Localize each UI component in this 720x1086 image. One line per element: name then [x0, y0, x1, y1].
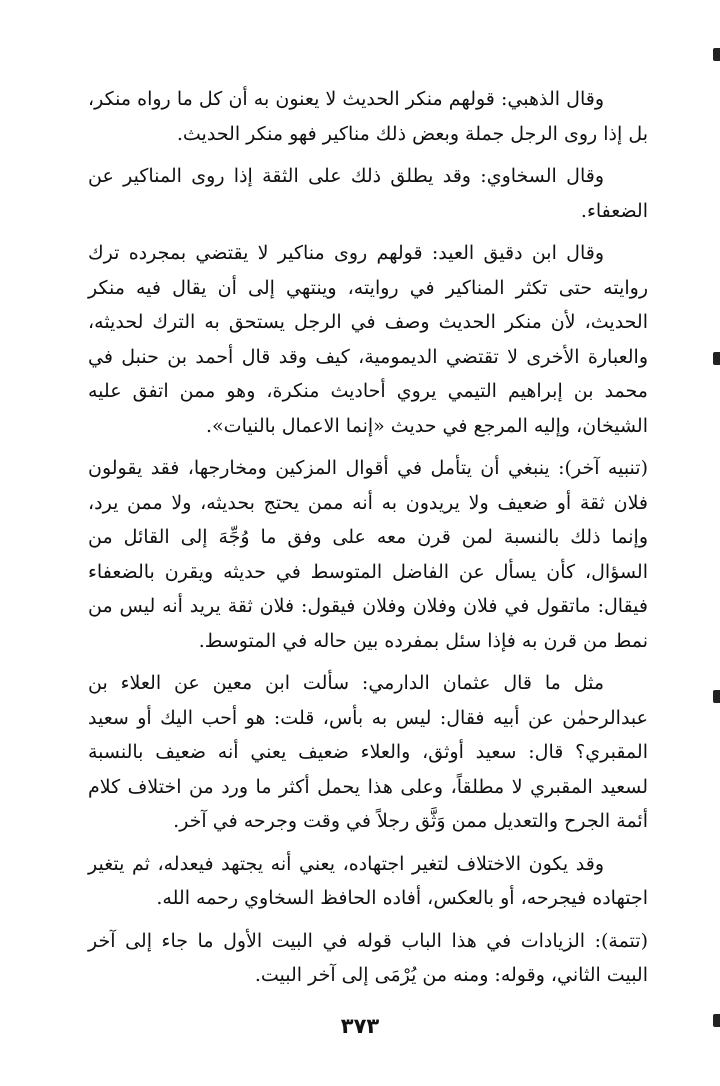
page-edge-mark: [713, 352, 720, 365]
page-number: ٣٧٣: [340, 1014, 380, 1038]
paragraph-sakhawi: وقال السخاوي: وقد يطلق ذلك على الثقة إذا روى المناكير عن الضعفاء.: [88, 165, 648, 222]
paragraph-supplement: (تتمة): الزيادات في هذا الباب قوله في البيت الأول ما جاء إلى آخر البيت الثاني، وقوله: ومنه من يُرْمَى إلى آخر البيت.: [88, 929, 648, 986]
paragraph-dhahabi: وقال الذهبي: قولهم منكر الحديث لا يعنون به أن كل ما رواه منكر، بل إذا روى الرجل جملة وبعض ذلك مناكير فهو منكر الحديث.: [88, 88, 648, 145]
paragraph-uthman-al-darimi: مثل ما قال عثمان الدارمي: سألت ابن معين عن العلاء بن عبدالرحمٰن عن أبيه فقال: ليس به بأس، قلت: هو أحب اليك أو سعيد المقبري؟ قال: سعيد أوثق، والعلاء ضعيف يعني أنه ضعيف بالنسبة لسعيد المقبري لا مطلقاً، وعلى هذا يحمل أكثر ما ورد من اختلاف كلام أئمة الجرح والتعديل ممن وَثَّق رجلاً في وقت وجرحه في آخر.: [88, 672, 648, 832]
page-body: [88, 82, 648, 1001]
page-edge-mark: [713, 690, 720, 703]
page-edge-mark: [713, 48, 720, 61]
page-edge-mark: [713, 1014, 720, 1027]
paragraph-another-note: (تنبيه آخر): ينبغي أن يتأمل في أقوال المزكين ومخارجها، فقد يقولون فلان ثقة أو ضعيف ولا يريدون به أنه ممن يحتج بحديثه، ولا ممن يرد، وإنما ذلك بالنسبة لمن قرن معه على وفق ما وُجِّهَ إلى القائل من السؤال، كأن يسأل عن الفاضل المتوسط في حديثه ويقرن بالضعفاء فيقال: ماتقول في فلان وفلان وفلان فيقول: فلان ثقة يريد أنه ليس من نمط من قرن به فإذا سئل بمفرده بين حاله في المتوسط.: [88, 457, 648, 652]
paragraph-ibn-daqiq-al-eid: وقال ابن دقيق العيد: قولهم روى مناكير لا يقتضي بمجرده ترك روايته حتى تكثر المناكير في روايته، وينتهي إلى أن يقال فيه منكر الحديث، لأن منكر الحديث وصف في الرجل يستحق به الترك لحديثه، والعبارة الأخرى لا تقتضي الديمومية، كيف وقد قال أحمد بن حنبل في محمد بن إبراهيم التيمي يروي أحاديث منكرة، وهو ممن اتفق عليه الشيخان، وإليه المرجع في حديث «إنما الاعمال بالنيات».: [88, 242, 648, 437]
paragraph-ijtihad-change: وقد يكون الاختلاف لتغير اجتهاده، يعني أنه يجتهد فيعدله، ثم يتغير اجتهاده فيجرحه، أو بالعكس، أفاده الحافظ السخاوي رحمه الله.: [88, 852, 648, 909]
